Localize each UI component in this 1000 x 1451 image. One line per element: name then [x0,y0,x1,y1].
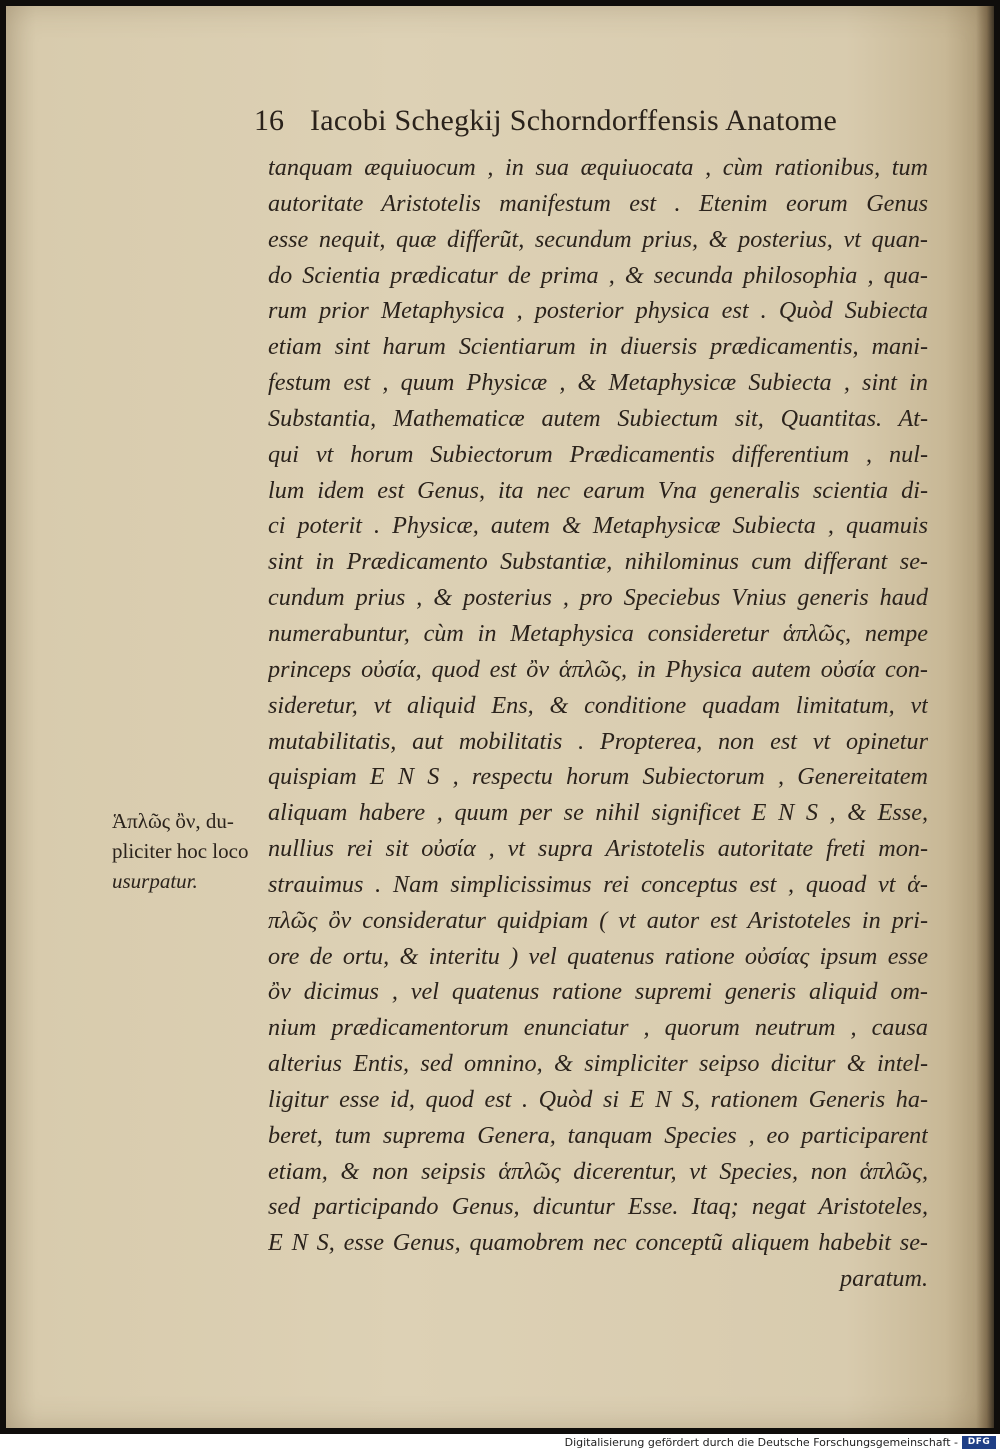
text-line: rum prior Metaphysica , posterior physica est . Quòd Subiecta [268,297,928,325]
marginal-note [112,806,262,896]
text-line: E N S, esse Genus, quamobrem nec conceptũ aliquem habebit se- [268,1229,928,1257]
dfg-logo: DFG [962,1436,996,1449]
text-line: qui vt horum Subiectorum Prædicamentis differentium , nul- [268,440,928,468]
page-edge-shadow [976,6,994,1428]
text-line: sideretur, vt aliquid Ens, & conditione quadam limitatum, vt [268,691,928,719]
text-line: tanquam æquiuocum , in sua æquiuocata , cùm rationibus, tum [268,154,928,181]
text-line: mutabilitatis, aut mobilitatis . Propterea, non est vt opinetur [268,727,928,755]
marginal-note-line: usurpatur. [112,869,198,893]
text-line: alterius Entis, sed omnino, & simpliciter seipso dicitur & intel- [268,1050,928,1078]
text-line: nullius rei sit οὐσία , vt supra Aristotelis autoritate freti mon- [268,835,928,863]
text-line: ligitur esse id, quod est . Quòd si E N S, rationem Generis ha- [268,1085,928,1113]
text-line: ὂν dicimus , vel quatenus ratione supremi generis aliquid om- [268,978,928,1006]
text-line: ci poterit . Physicæ, autem & Metaphysicæ Subiecta , quamuis [268,512,928,540]
text-line: Substantia, Mathematicæ autem Subiectum sit, Quantitas. At- [268,404,928,432]
text-line: cundum prius , & posterius , pro Speciebus Vnius generis haud [268,584,928,612]
text-line: aliquam habere , quum per se nihil significet E N S , & Esse, [268,799,928,827]
running-title: Iacobi Schegkij Schorndorffensis Anatome [310,104,838,137]
text-line: paratum. [839,1265,928,1293]
text-line: etiam, & non seipsis ἁπλῶς dicerentur, vt Species, non ἁπλῶς, [268,1157,928,1185]
text-line: lum idem est Genus, ita nec earum Vna generalis scientia di- [268,476,928,504]
text-line: esse nequit, quæ differũt, secundum prius, & posterius, vt quan- [268,225,928,253]
text-line: strauimus . Nam simplicissimus rei conceptus est , quoad vt ἁ- [268,870,928,898]
marginal-note-line: Ἁπλῶς ὂν, du- [112,809,234,833]
text-line: sint in Prædicamento Substantiæ, nihilominus cum differant se- [268,548,928,576]
text-line: etiam sint harum Scientiarum in diuersis prædicamentis, mani- [268,333,928,361]
text-line: autoritate Aristotelis manifestum est . Etenim eorum Genus [268,189,928,217]
text-line: beret, tum suprema Genera, tanquam Species , eo participarent [268,1121,928,1149]
text-line: nium prædicamentorum enunciatur , quorum neutrum , causa [268,1014,928,1042]
text-line: festum est , quum Physicæ , & Metaphysicæ Subiecta , sint in [268,369,928,397]
main-text-block [268,150,928,1297]
text-line: do Scientia prædicatur de prima , & secunda philosophia , qua- [268,261,928,289]
running-head [254,104,874,138]
dfg-credit-text: Digitalisierung gefördert durch die Deutsche Forschungsgemeinschaft - [564,1436,958,1449]
text-line: sed participando Genus, dicuntur Esse. Itaq; negat Aristoteles, [268,1193,928,1221]
page-number: 16 [254,104,284,137]
text-line: πλῶς ὂν consideratur quidpiam ( vt autor est Aristoteles in pri- [268,906,928,934]
text-line: numerabuntur, cùm in Metaphysica consideretur ἁπλῶς, nempe [268,619,928,647]
text-line: quispiam E N S , respectu horum Subiectorum , Genereitatem [268,763,928,791]
text-line: princeps οὐσία, quod est ὂν ἁπλῶς, in Physica autem οὐσία con- [268,655,928,683]
marginal-note-line: pliciter hoc loco [112,839,249,863]
digitization-footer [0,1434,1000,1451]
text-line: ore de ortu, & interitu ) vel quatenus ratione οὐσίας ipsum esse [268,942,928,970]
